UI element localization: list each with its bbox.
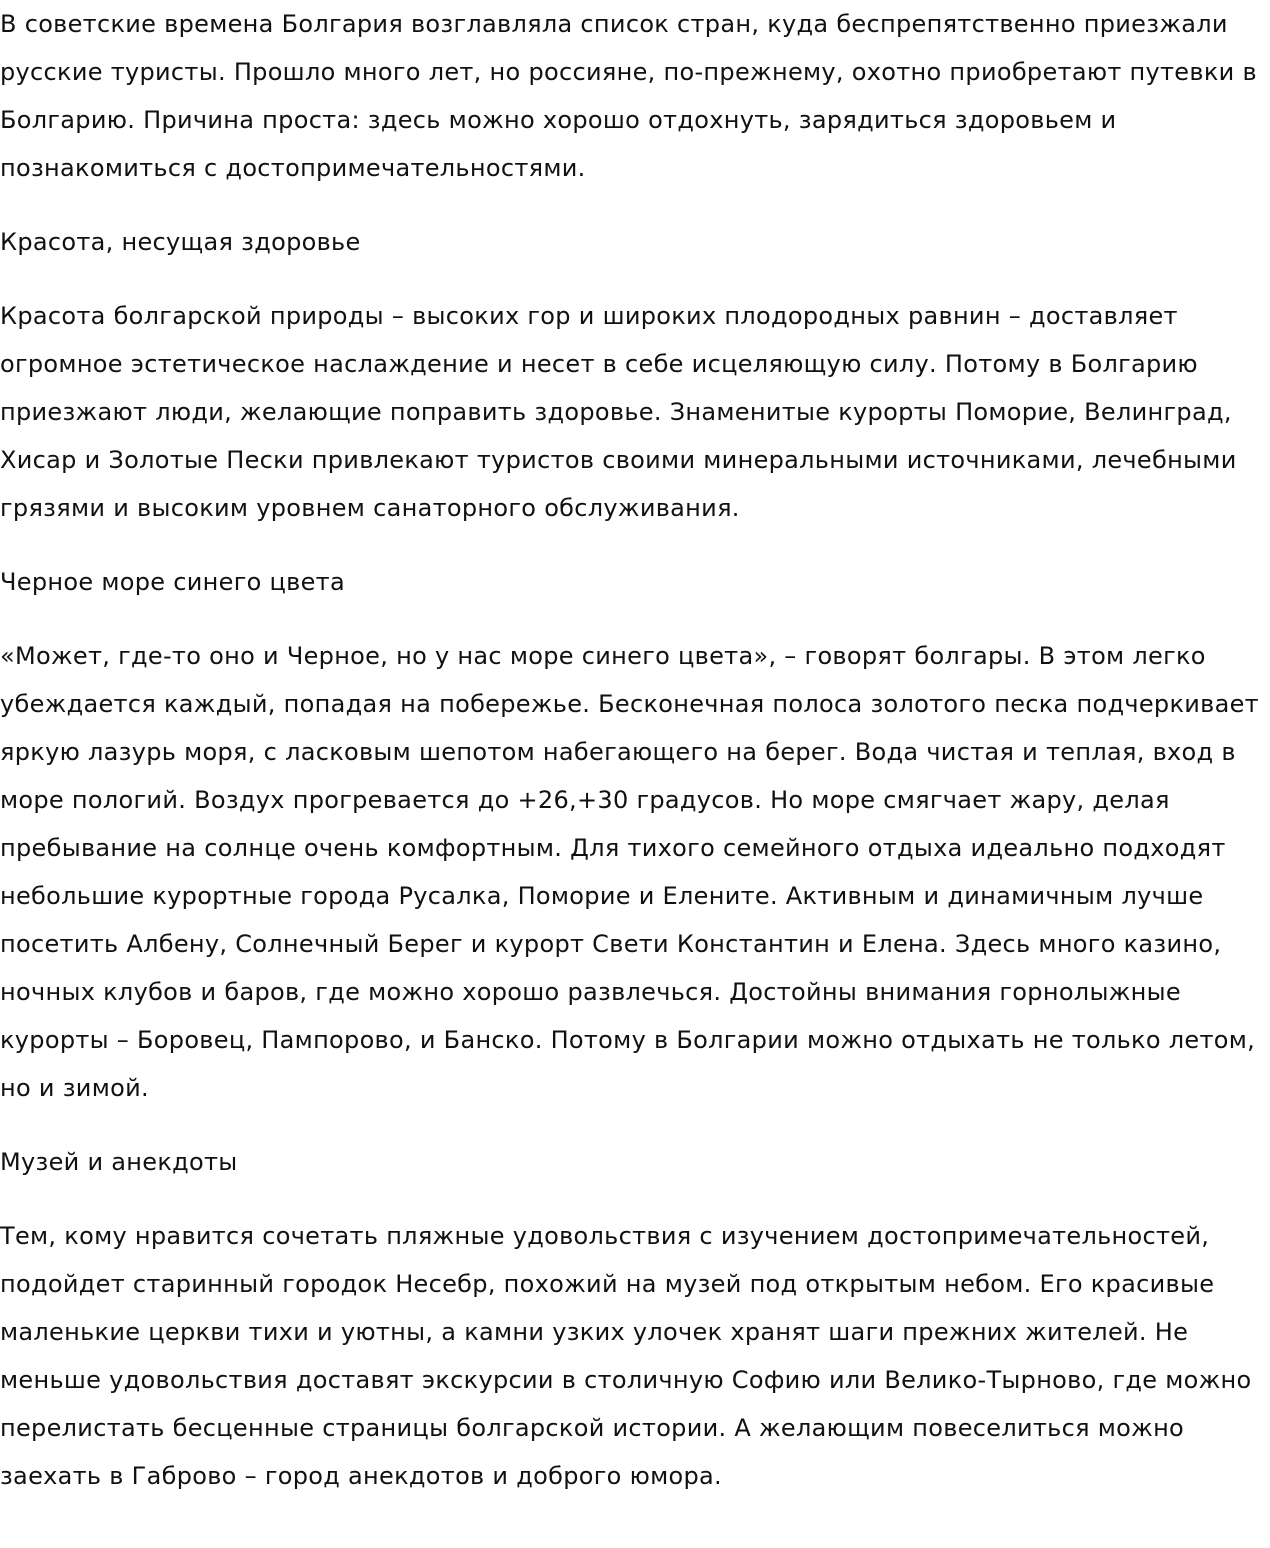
- section-body-sea: «Может, где-то оно и Черное, но у нас море синего цвета», – говорят болгары. В этом легко убеждается каждый, попадая на побережье. Бесконечная полоса золотого песка подчеркивает яркую лазурь моря, с ласковым шепотом набегающего на берег. Вода чистая и теплая, вход в море пологий. Воздух прогревается до +26,+30 градусов. Но море смягчает жару, делая пребывание на солнце очень комфортным. Для тихого семейного отдыха идеально подходят небольшие курортные города Русалка, Поморие и Елените. Активным и динамичным лучше посетить Албену, Солнечный Берег и курорт Свети Константин и Елена. Здесь много казино, ночных клубов и баров, где можно хорошо развлечься. Достойны внимания горнолыжные курорты – Боровец, Пампорово, и Банско. Потому в Болгарии можно отдыхать не только летом, но и зимой.: [0, 642, 1259, 1102]
- section-heading-sea: Черное море синего цвета: [0, 568, 345, 596]
- section-body-health: Красота болгарской природы – высоких гор и широких плодородных равнин – доставляет огромное эстетическое наслаждение и несет в себе исцеляющую силу. Потому в Болгарию приезжают люди, желающие поправить здоровье. Знаменитые курорты Поморие, Велинград, Хисар и Золотые Пески привлекают туристов своими минеральными источниками, лечебными грязями и высоким уровнем санаторного обслуживания.: [0, 302, 1237, 522]
- intro-paragraph: В советские времена Болгария возглавляла список стран, куда беспрепятственно приезжали русские туристы. Прошло много лет, но россияне, по-прежнему, охотно приобретают путевки в Болгарию. Причина проста: здесь можно хорошо отдохнуть, зарядиться здоровьем и познакомиться с достопримечательностями.: [0, 10, 1257, 182]
- section-heading-health: Красота, несущая здоровье: [0, 228, 361, 256]
- section-heading-museum: Музей и анекдоты: [0, 1148, 238, 1176]
- section-body-museum: Тем, кому нравится сочетать пляжные удовольствия с изучением достопримечательностей, подойдет старинный городок Несебр, похожий на музей под открытым небом. Его красивые маленькие церкви тихи и уютны, а камни узких улочек хранят шаги прежних жителей. Не меньше удовольствия доставят экскурсии в столичную Софию или Велико-Тырново, где можно перелистать бесценные страницы болгарской истории. А желающим повеселиться можно заехать в Габрово – город анекдотов и доброго юмора.: [0, 1222, 1252, 1490]
